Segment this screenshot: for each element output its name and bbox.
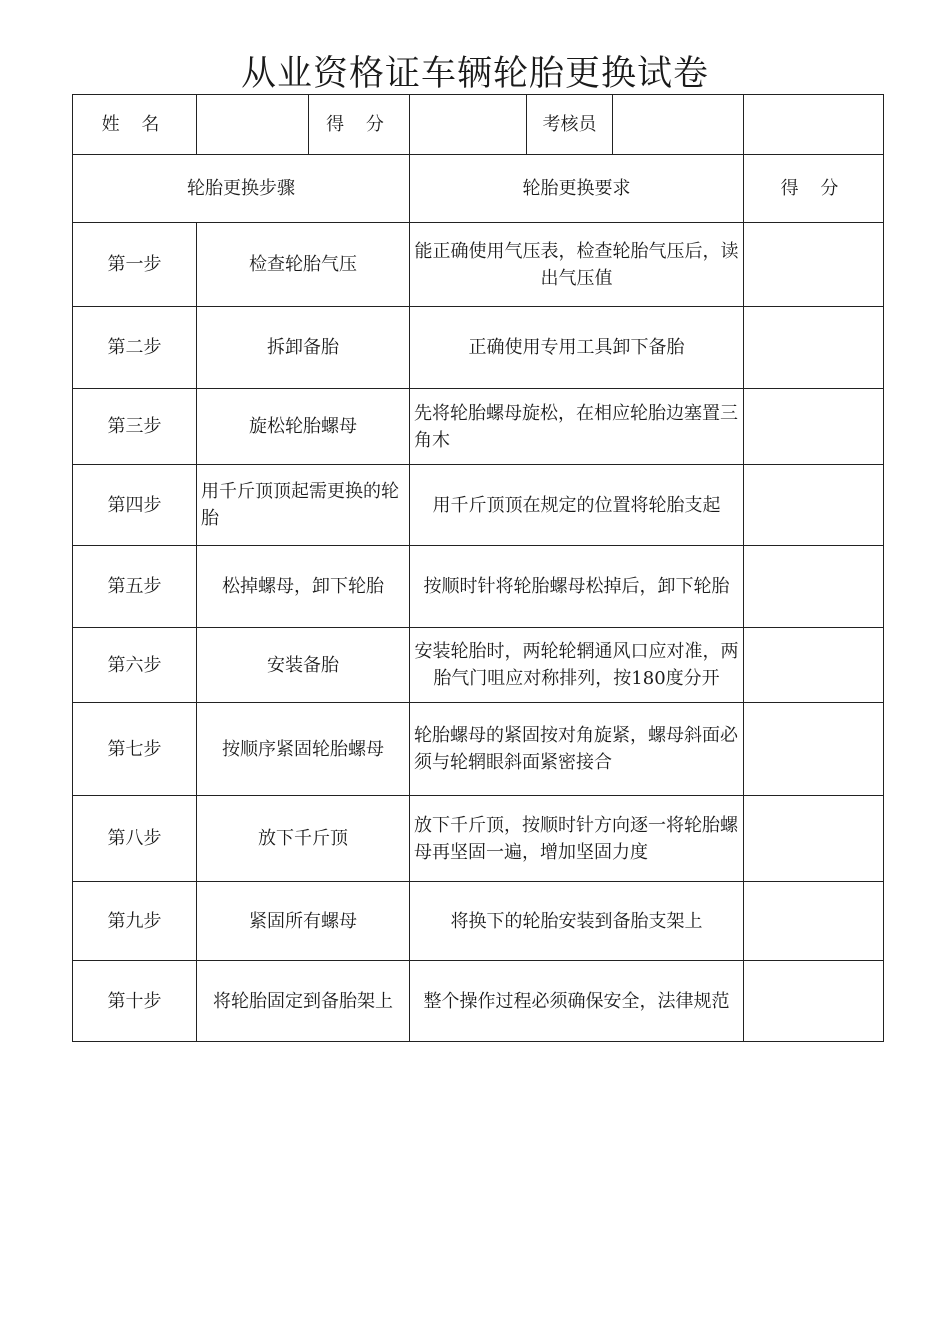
step-requirement: 能正确使用气压表，检查轮胎气压后，读出气压值 (410, 223, 744, 307)
step-action: 用千斤顶顶起需更换的轮胎 (197, 465, 410, 546)
step-requirement: 将换下的轮胎安装到备胎支架上 (410, 882, 744, 961)
step-action: 按顺序紧固轮胎螺母 (197, 703, 410, 796)
step-score-field[interactable] (744, 882, 884, 961)
step-score-field[interactable] (744, 628, 884, 703)
name-field[interactable] (197, 95, 309, 155)
table-row (73, 703, 884, 796)
extra-field[interactable] (744, 95, 884, 155)
table-row (73, 882, 884, 961)
step-action: 旋松轮胎螺母 (197, 389, 410, 465)
step-requirement: 正确使用专用工具卸下备胎 (410, 307, 744, 389)
step-action: 将轮胎固定到备胎架上 (197, 961, 410, 1042)
step-number: 第三步 (73, 389, 197, 465)
examiner-label: 考核员 (527, 95, 613, 155)
step-number: 第十步 (73, 961, 197, 1042)
table-row (73, 628, 884, 703)
step-score-field[interactable] (744, 703, 884, 796)
step-number: 第四步 (73, 465, 197, 546)
step-number: 第六步 (73, 628, 197, 703)
step-action: 检查轮胎气压 (197, 223, 410, 307)
step-score-field[interactable] (744, 223, 884, 307)
score-label: 得 分 (309, 95, 410, 155)
step-score-field[interactable] (744, 389, 884, 465)
step-requirement: 先将轮胎螺母旋松，在相应轮胎边塞置三角木 (410, 389, 744, 465)
step-number: 第七步 (73, 703, 197, 796)
step-score-field[interactable] (744, 546, 884, 628)
step-number: 第一步 (73, 223, 197, 307)
exam-table (72, 94, 884, 1042)
step-action: 放下千斤顶 (197, 796, 410, 882)
step-requirement: 轮胎螺母的紧固按对角旋紧，螺母斜面必须与轮辋眼斜面紧密接合 (410, 703, 744, 796)
examiner-field[interactable] (613, 95, 744, 155)
step-requirement: 安装轮胎时，两轮轮辋通风口应对准，两胎气门咀应对称排列，按180度分开 (410, 628, 744, 703)
info-row (73, 95, 884, 155)
step-action: 拆卸备胎 (197, 307, 410, 389)
step-requirement: 按顺时针将轮胎螺母松掉后，卸下轮胎 (410, 546, 744, 628)
step-action: 安装备胎 (197, 628, 410, 703)
step-requirement: 整个操作过程必须确保安全，法律规范 (410, 961, 744, 1042)
table-row (73, 961, 884, 1042)
step-number: 第五步 (73, 546, 197, 628)
score-header: 得 分 (744, 155, 884, 223)
step-requirement: 用千斤顶顶在规定的位置将轮胎支起 (410, 465, 744, 546)
step-score-field[interactable] (744, 796, 884, 882)
step-number: 第八步 (73, 796, 197, 882)
table-row (73, 307, 884, 389)
table-row (73, 546, 884, 628)
step-requirement: 放下千斤顶，按顺时针方向逐一将轮胎螺母再坚固一遍，增加坚固力度 (410, 796, 744, 882)
step-number: 第九步 (73, 882, 197, 961)
table-row (73, 796, 884, 882)
step-action: 松掉螺母，卸下轮胎 (197, 546, 410, 628)
table-row (73, 223, 884, 307)
name-label: 姓 名 (73, 95, 197, 155)
table-row (73, 465, 884, 546)
column-header-row (73, 155, 884, 223)
requirements-header: 轮胎更换要求 (410, 155, 744, 223)
step-action: 紧固所有螺母 (197, 882, 410, 961)
table-row (73, 389, 884, 465)
steps-header: 轮胎更换步骤 (73, 155, 410, 223)
step-score-field[interactable] (744, 961, 884, 1042)
step-number: 第二步 (73, 307, 197, 389)
step-score-field[interactable] (744, 465, 884, 546)
score-field[interactable] (410, 95, 527, 155)
page-title: 从业资格证车辆轮胎更换试卷 (240, 54, 709, 94)
step-score-field[interactable] (744, 307, 884, 389)
